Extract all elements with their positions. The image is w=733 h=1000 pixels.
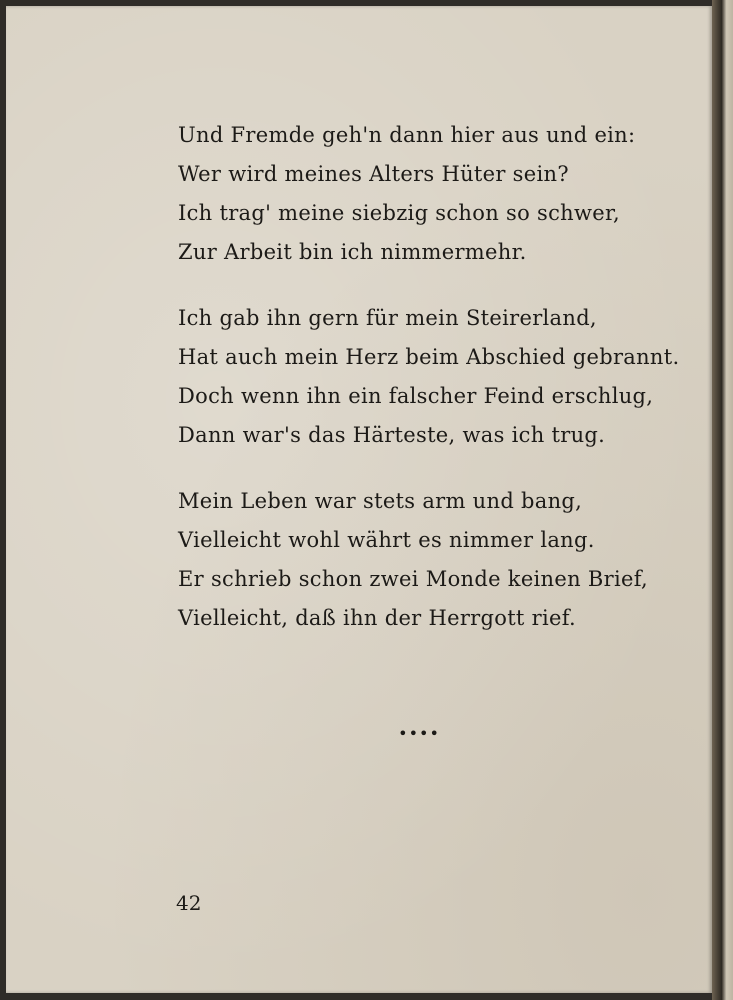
poem-line: Vielleicht, daß ihn der Herrgott rief.	[178, 606, 577, 630]
poem-line: Wer wird meines Alters Hüter sein?	[178, 162, 569, 186]
poem-line: Hat auch mein Herz beim Abschied gebrannt.	[178, 345, 680, 369]
poem-line: Vielleicht wohl währt es nimmer lang.	[178, 528, 595, 552]
poem-line: Und Fremde geh'n dann hier aus und ein:	[178, 123, 636, 147]
poem-line: Er schrieb schon zwei Monde keinen Brief,	[178, 567, 649, 591]
poem-line: Zur Arbeit bin ich nimmermehr.	[178, 240, 527, 264]
stanza-3	[178, 482, 698, 638]
book-gutter	[712, 0, 722, 1000]
poem-line: Dann war's das Härteste, was ich trug.	[178, 423, 606, 447]
poem-line: Ich trag' meine siebzig schon so schwer,	[178, 201, 620, 225]
book-page	[6, 6, 712, 993]
section-ornament: ••••	[398, 724, 440, 743]
next-page-edge	[722, 0, 733, 1000]
poem-line: Doch wenn ihn ein falscher Feind erschlug,	[178, 384, 654, 408]
stanza-1	[178, 116, 698, 272]
poem-line: Ich gab ihn gern für mein Steirerland,	[178, 306, 597, 330]
page-number: 42	[176, 891, 202, 915]
stanza-2	[178, 299, 698, 455]
poem-text	[178, 116, 698, 665]
poem-line: Mein Leben war stets arm und bang,	[178, 489, 583, 513]
